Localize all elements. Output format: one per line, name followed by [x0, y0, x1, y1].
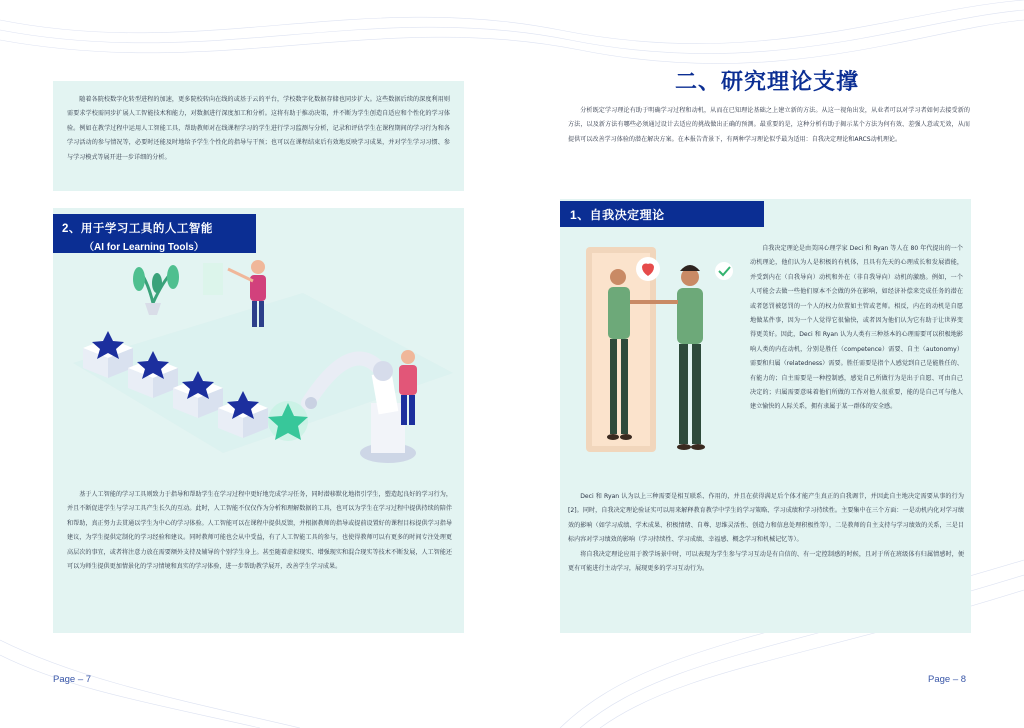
- section-heading-ai-learning-tools: [53, 214, 256, 253]
- intro-paragraph-left: 随着各院校数字化转型进程的加速，更多院校转向在线的或基于云的平台，学校数字化数据存储也同步扩大。这些数据后续的深度利用则需要求学校需同步扩展人工智能技术和能力，对数据进行深度加工和分析。这将有助于推动决策，并不断为学生创造自适应和个性化的学习体验。例如在教学过程中运用人工智能工具，帮助教师对在线课程学习的学生进行学习监测与分析，记录和评估学生在课程期间的学习行为和各学习活动的参与情况等，必要时还能及时地给予学生个性化的指导与干预；也可以在课程结束后有效地反映学习成果，并对学生学习习惯、参与学习模式等展开进一步详细的分析。: [67, 96, 450, 161]
- section-heading-self-determination: [560, 201, 764, 227]
- self-determination-paragraph-1: Deci 和 Ryan 认为以上三种需要是相互联系、作用的，并且在获得满足后个体才能产生真正的自我调节，并因此自主地决定需要从事的行为 [2]。同时，自我决定理论验证实可以用来解释教育教学中学生的学习策略、学习成绩和学习持续性。主要集中在三个方面：一是动机内化对学习绩效的影响（如学习成绩、学术成果、积极情绪、自尊、思维灵活性、创造力和信息处理积极性等），二是教师的自主支持与学习绩效的关系，三是目标内容对学习绩效的影响（学习持续性、学习成绩、幸福感、概念学习和机械记忆等）。: [568, 493, 964, 544]
- section-title: 2、用于学习工具的人工智能: [62, 223, 213, 235]
- intro-panel-left: [53, 81, 464, 191]
- self-determination-bottom-text: [568, 490, 964, 576]
- self-determination-side-paragraph: 自我决定理论是由美国心理学家 Deci 和 Ryan 等人在 80 年代提出的一个动机理论，他们认为人是积极的有机体，且具有先天的心理成长和发展潜能，并受到内在（自我导向）动机和外在（非自我导向）动机的激励。例如，一个人可能会去做一些他们原本不会做的外在影响，如经济补偿来完成任务的潜在或者惩罚被惩罚的一个人的权力位置如主管或老师。相反，内在的动机是自愿地做某件事，因为一个人觉得它很愉快，或者因为他们认为它有助于让世界变得更美好。因此，Deci 和 Ryan 认为人类有三种基本的心理需要可以积极地影响人类的内在动机，分别是胜任（competence）需要、自主（autonomy）需要和归属（relatedness）需要。胜任需要是指个人感觉到自己是能胜任的、有能力的；自主需要是一种控制感，感觉自己所做行为是出于自愿、可由自己决定的；归属需要意味着他们所做的工作对他人很重要，能的是自己可与他人建立愉快的人际关系，拥有隶属于某一群体的安全感。: [750, 245, 963, 411]
- page-number-left: Page – 7: [53, 674, 92, 685]
- section-title-self-determination: 1、自我决定理论: [570, 208, 665, 222]
- main-person: [648, 265, 705, 450]
- ai-learning-tools-text: [67, 488, 452, 574]
- section-subtitle: （AI for Learning Tools）: [84, 242, 204, 253]
- plant: [133, 265, 179, 315]
- chapter-title: 二、研究理论支撑: [675, 70, 860, 95]
- intro-paragraph-right: 分析既定学习理论有助于明确学习过程和动机，从而在已知理论基础之上建立新的方法。从这一视角出发，从业者可以对学习者如何去接受新的方法，以及新方法有哪些必须通过设计去适应的挑战做出正确的预测。最重要的是，这种分析有助于揭示某个方法为何有效、差强人意或无效，从而提供可以改善学习体验的潜在解决方案。在本报告背景下，有两种学习理论似乎最为适用：自我决定理论和ARCS动机理论。: [568, 107, 970, 143]
- page-number-right: Page – 8: [928, 674, 967, 685]
- self-determination-side-text: [750, 242, 963, 415]
- ai-learning-tools-paragraph: 基于人工智能的学习工具则致力于指导和帮助学生在学习过程中更好地完成学习任务，同时潜移默化地指引学生，塑造起良好的学习行为，并且不断促进学生与学习工具产生长久的互动。此时，人工智能不仅仅作为分析和理解数据的工具，也可以为学生在学习过程中提供持续的陪伴和帮助，真正努力去贯通以学生为中心的学习体验。人工智能可以在课程中提供反馈，并根据教师的指导或提前设置好的课程目标提供学习指导建议，为学生提供定制化的学习经验和建议。同时教师可能也会从中受益，有了人工智能工具的参与，也使得教师可以有更多的时间专注处理更高层次的事宜，或者将注意力放在需要额外支持及辅导的个别学生身上。甚至随着虚拟现实、增强现实和混合现实等技术不断发展，人工智能还可以为师生提供更加情景化的学习情境和真实的学习体验，进一步帮助教学展开，改善学生学习成果。: [67, 491, 452, 571]
- mirror-illustration: [578, 247, 744, 459]
- self-determination-paragraph-2: 将自我决定理论应用于教学场景中时，可以表现为学生参与学习互动是有自信的、有一定控制感的时候，且对于所在班级体有归属情感时，便更有可能进行主动学习，展现更多的学习互动行为。: [568, 550, 964, 573]
- intro-text-right: [568, 104, 970, 147]
- ai-learning-illustration: [53, 253, 464, 485]
